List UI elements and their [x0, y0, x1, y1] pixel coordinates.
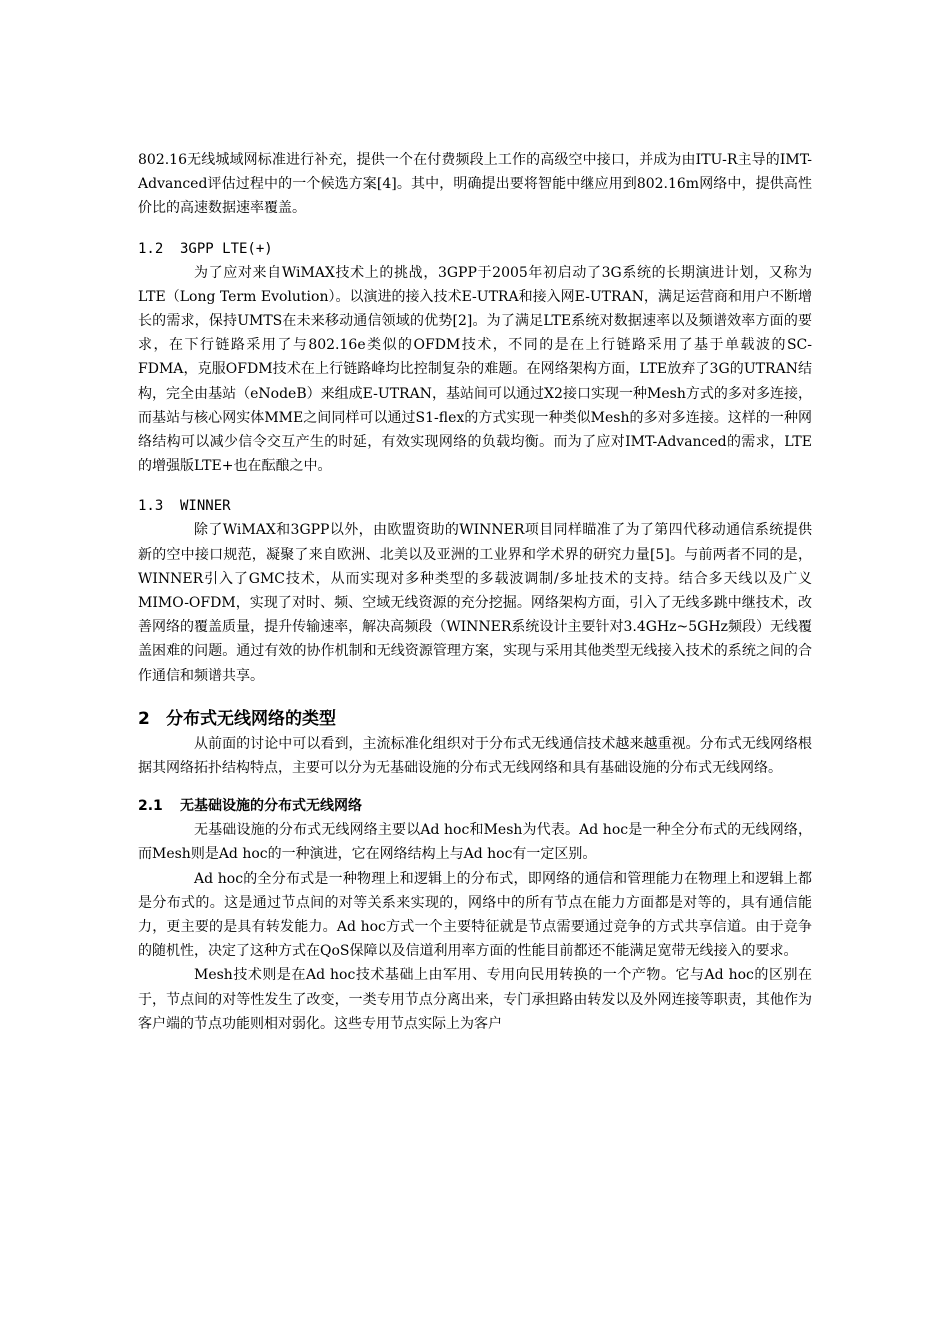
paragraph-mesh-detail: Mesh技术则是在Ad hoc技术基础上由军用、专用向民用转换的一个产物。它与Ad hoc的区别在于，节点间的对等性发生了改变，一类专用节点分离出来，专门承担路由转发以及外网连接等职责，其他作为客户端的节点功能则相对弱化。这些专用节点实际上为客户 — [138, 967, 812, 1032]
section-title: 无基础设施的分布式无线网络 — [180, 798, 362, 815]
paragraph-intro-continuation: 802.16无线城域网标准进行补充，提供一个在付费频段上工作的高级空中接口，并成为由ITU-R主导的IMT-Advanced评估过程中的一个候选方案[4]。其中，明确提出要将智能中继应用到802.16m网络中，提供高性价比的高速数据速率覆盖。 — [138, 152, 812, 217]
paragraph-winner: 除了WiMAX和3GPP以外，由欧盟资助的WINNER项目同样瞄准了为了第四代移动通信系统提供新的空中接口规范，凝聚了来自欧洲、北美以及亚洲的工业界和学术界的研究力量[5]。与前两者不同的是，WINNER引入了GMC技术，从而实现对多种类型的多载波调制/多址技术的支持。结合多天线以及广义MIMO-OFDM，实现了对时、频、空域无线资源的充分挖掘。网络架构方面，引入了无线多跳中继技术，改善网络的覆盖质量，提升传输速率，解决高频段（WINNER系统设计主要针对3.4GHz~5GHz频段）无线覆盖困难的问题。通过有效的协作机制和无线资源管理方案，实现与采用其他类型无线接入技术的系统之间的合作通信和频谱共享。 — [138, 522, 812, 684]
section-heading-2 — [138, 706, 812, 732]
document-body — [138, 148, 812, 1036]
section-title: 3GPP LTE(+) — [180, 240, 273, 257]
section-number: 1.3 — [138, 498, 164, 515]
section-number: 1.2 — [138, 240, 164, 257]
section-number: 2.1 — [138, 798, 163, 815]
section-heading-2-1 — [138, 794, 812, 818]
paragraph-adhoc-mesh-intro: 无基础设施的分布式无线网络主要以Ad hoc和Mesh为代表。Ad hoc是一种全分布式的无线网络，而Mesh则是Ad hoc的一种演进，它在网络结构上与Ad hoc有一定区别。 — [138, 822, 812, 863]
section-heading-1-3 — [138, 494, 812, 518]
section-title: 分布式无线网络的类型 — [166, 708, 336, 729]
paragraph-lte: 为了应对来自WiMAX技术上的挑战，3GPP于2005年初启动了3G系统的长期演进计划，又称为LTE（Long Term Evolution）。以演进的接入技术E-UTRA和接入网E-UTRAN，满足运营商和用户不断增长的需求，保持UMTS在未来移动通信领域的优势[2]。为了满足LTE系统对数据速率以及频谱效率方面的要求，在下行链路采用了与802.16e类似的OFDM技术，不同的是在上行链路采用了基于单载波的SC-FDMA，克服OFDM技术在上行链路峰均比控制复杂的难题。在网络架构方面，LTE放弃了3G的UTRAN结构，完全由基站（eNodeB）来组成E-UTRAN，基站间可以通过X2接口实现一种Mesh方式的多对多连接，而基站与核心网实体MME之间同样可以通过S1-flex的方式实现一种类似Mesh的多对多连接。这样的一种网络结构可以减少信令交互产生的时延，有效实现网络的负载均衡。而为了应对IMT-Advanced的需求，LTE的增强版LTE+也在酝酿之中。 — [138, 264, 812, 475]
section-heading-1-2 — [138, 237, 812, 261]
section-number: 2 — [138, 708, 150, 729]
paragraph-adhoc-detail: Ad hoc的全分布式是一种物理上和逻辑上的分布式，即网络的通信和管理能力在物理上和逻辑上都是分布式的。这是通过节点间的对等关系来实现的，网络中的所有节点在能力方面都是对等的，具有通信能力，更主要的是具有转发能力。Ad hoc方式一个主要特征就是节点需要通过竞争的方式共享信道。由于竞争的随机性，决定了这种方式在QoS保障以及信道利用率方面的性能目前都还不能满足宽带无线接入的要求。 — [138, 870, 812, 960]
paragraph-distributed-types: 从前面的讨论中可以看到，主流标准化组织对于分布式无线通信技术越来越重视。分布式无线网络根据其网络拓扑结构特点，主要可以分为无基础设施的分布式无线网络和具有基础设施的分布式无线网络。 — [138, 735, 812, 777]
section-title: WINNER — [180, 498, 231, 515]
